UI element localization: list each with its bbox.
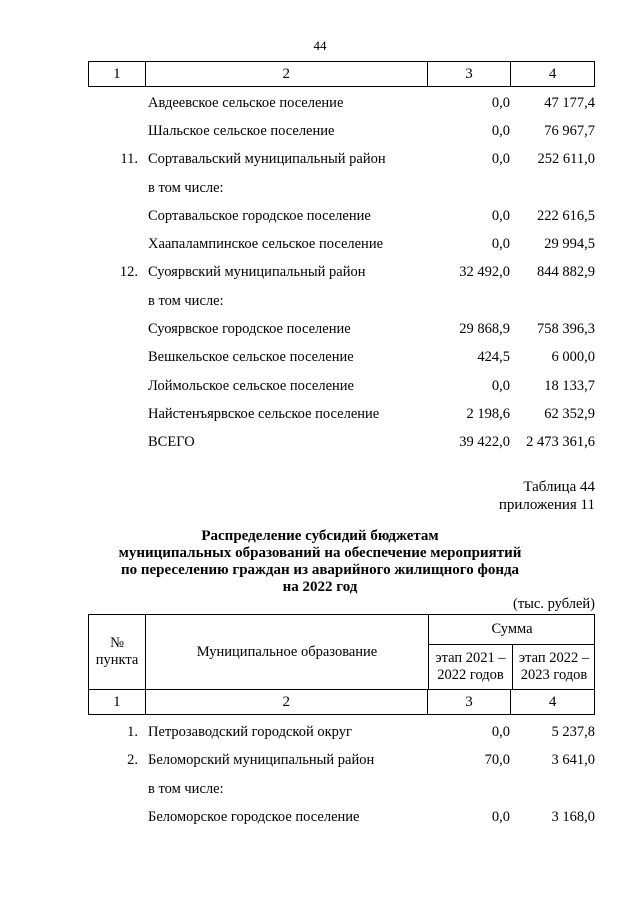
table-row xyxy=(88,372,595,400)
row-value-stage2: 29 994,5 xyxy=(544,236,595,253)
column-numbers-row-2 xyxy=(88,689,595,715)
row-number: 12. xyxy=(119,264,138,281)
row-value-stage2: 76 967,7 xyxy=(544,122,595,139)
table-row xyxy=(88,775,595,804)
col-number-3: 3 xyxy=(428,62,512,86)
table-row xyxy=(88,146,595,174)
row-name: в том числе: xyxy=(148,179,224,196)
row-name: в том числе: xyxy=(148,780,224,797)
row-name: Хаапалампинское сельское поселение xyxy=(148,236,384,253)
row-value-stage1: 70,0 xyxy=(484,752,510,769)
table-row xyxy=(88,202,595,230)
header-number: № пункта xyxy=(95,635,139,668)
row-number: 1. xyxy=(127,723,138,740)
col-number-1: 1 xyxy=(89,62,146,86)
row-value-stage2: 252 611,0 xyxy=(537,151,595,168)
row-name: Вешкельское сельское поселение xyxy=(148,349,354,366)
table-row xyxy=(88,718,595,747)
row-value-stage1: 0,0 xyxy=(491,122,510,139)
row-name: Шальское сельское поселение xyxy=(148,122,335,139)
table-row xyxy=(88,344,595,372)
table-label xyxy=(499,478,595,514)
row-name: Петрозаводский городской округ xyxy=(148,723,352,740)
row-value-stage2: 844 882,9 xyxy=(537,264,595,281)
table-row xyxy=(88,315,595,343)
row-value-stage1: 2 198,6 xyxy=(466,405,510,422)
units-label: (тыс. рублей) xyxy=(513,596,595,612)
table-row xyxy=(88,89,595,117)
table-row xyxy=(88,400,595,428)
column-numbers-row xyxy=(88,61,595,87)
row-value-stage1: 0,0 xyxy=(491,377,510,394)
header-municipality: Муниципальное образование xyxy=(196,643,378,660)
row-value-stage1: 39 422,0 xyxy=(459,434,510,451)
table-row xyxy=(88,429,595,457)
title-line2: муниципальных образований на обеспечение мероприятий xyxy=(118,545,522,561)
title-line4: на 2022 год xyxy=(282,579,358,595)
row-name: в том числе: xyxy=(148,292,224,309)
row-value-stage2: 5 237,8 xyxy=(551,723,595,740)
col-number-2: 2 xyxy=(146,62,428,86)
table-row xyxy=(88,230,595,258)
row-name: ВСЕГО xyxy=(148,434,195,451)
table-row xyxy=(88,174,595,202)
row-value-stage1: 0,0 xyxy=(491,207,510,224)
table2-header xyxy=(88,614,595,690)
table-row xyxy=(88,287,595,315)
row-value-stage2: 222 616,5 xyxy=(537,207,595,224)
row-value-stage1: 0,0 xyxy=(491,151,510,168)
row-name: Беломорское городское поселение xyxy=(148,809,360,826)
row-value-stage2: 758 396,3 xyxy=(537,321,595,338)
row-value-stage1: 0,0 xyxy=(491,94,510,111)
table-label-line1: Таблица 44 xyxy=(523,479,595,495)
row-name: Авдеевское сельское поселение xyxy=(148,94,344,111)
table-title xyxy=(0,528,640,596)
col-number-1: 1 xyxy=(89,690,146,714)
header-stage-2021: этап 2021 – 2022 годов xyxy=(435,650,506,683)
header-stage-2022: этап 2022 – 2023 годов xyxy=(518,650,590,683)
row-value-stage2: 3 168,0 xyxy=(551,809,595,826)
row-name: Найстенъярвское сельское поселение xyxy=(148,405,380,422)
row-value-stage1: 0,0 xyxy=(491,236,510,253)
row-value-stage2: 18 133,7 xyxy=(544,377,595,394)
row-name: Лоймольское сельское поселение xyxy=(148,377,354,394)
row-value-stage1: 0,0 xyxy=(491,809,510,826)
title-line1: Распределение субсидий бюджетам xyxy=(201,528,439,544)
row-value-stage1: 424,5 xyxy=(477,349,510,366)
row-value-stage2: 3 641,0 xyxy=(551,752,595,769)
row-value-stage1: 0,0 xyxy=(491,723,510,740)
row-name: Суоярвский муниципальный район xyxy=(148,264,366,281)
col-number-4: 4 xyxy=(548,693,557,710)
row-name: Сортавальское городское поселение xyxy=(148,207,371,224)
row-name: Беломорский муниципальный район xyxy=(148,752,375,769)
row-value-stage2: 47 177,4 xyxy=(544,94,595,111)
header-sum: Сумма xyxy=(491,621,533,637)
col-number-4: 4 xyxy=(548,65,557,82)
table-row xyxy=(88,259,595,287)
page-number: 44 xyxy=(313,38,327,53)
row-name: Суоярвское городское поселение xyxy=(148,321,351,338)
row-name: Сортавальский муниципальный район xyxy=(148,151,386,168)
table-body-bottom xyxy=(88,718,595,832)
row-value-stage2: 2 473 361,6 xyxy=(526,434,595,451)
row-number: 2. xyxy=(127,752,138,769)
table-row xyxy=(88,804,595,833)
row-number: 11. xyxy=(120,151,138,168)
row-value-stage1: 29 868,9 xyxy=(459,321,510,338)
title-line3: по переселению граждан из аварийного жилищного фонда xyxy=(120,562,520,578)
table-body-top xyxy=(88,89,595,457)
table-label-line2: приложения 11 xyxy=(498,497,595,513)
table-row xyxy=(88,117,595,145)
col-number-3: 3 xyxy=(428,690,512,714)
row-value-stage2: 62 352,9 xyxy=(544,405,595,422)
table-row xyxy=(88,747,595,776)
col-number-2: 2 xyxy=(146,690,428,714)
row-value-stage2: 6 000,0 xyxy=(551,349,595,366)
row-value-stage1: 32 492,0 xyxy=(459,264,510,281)
